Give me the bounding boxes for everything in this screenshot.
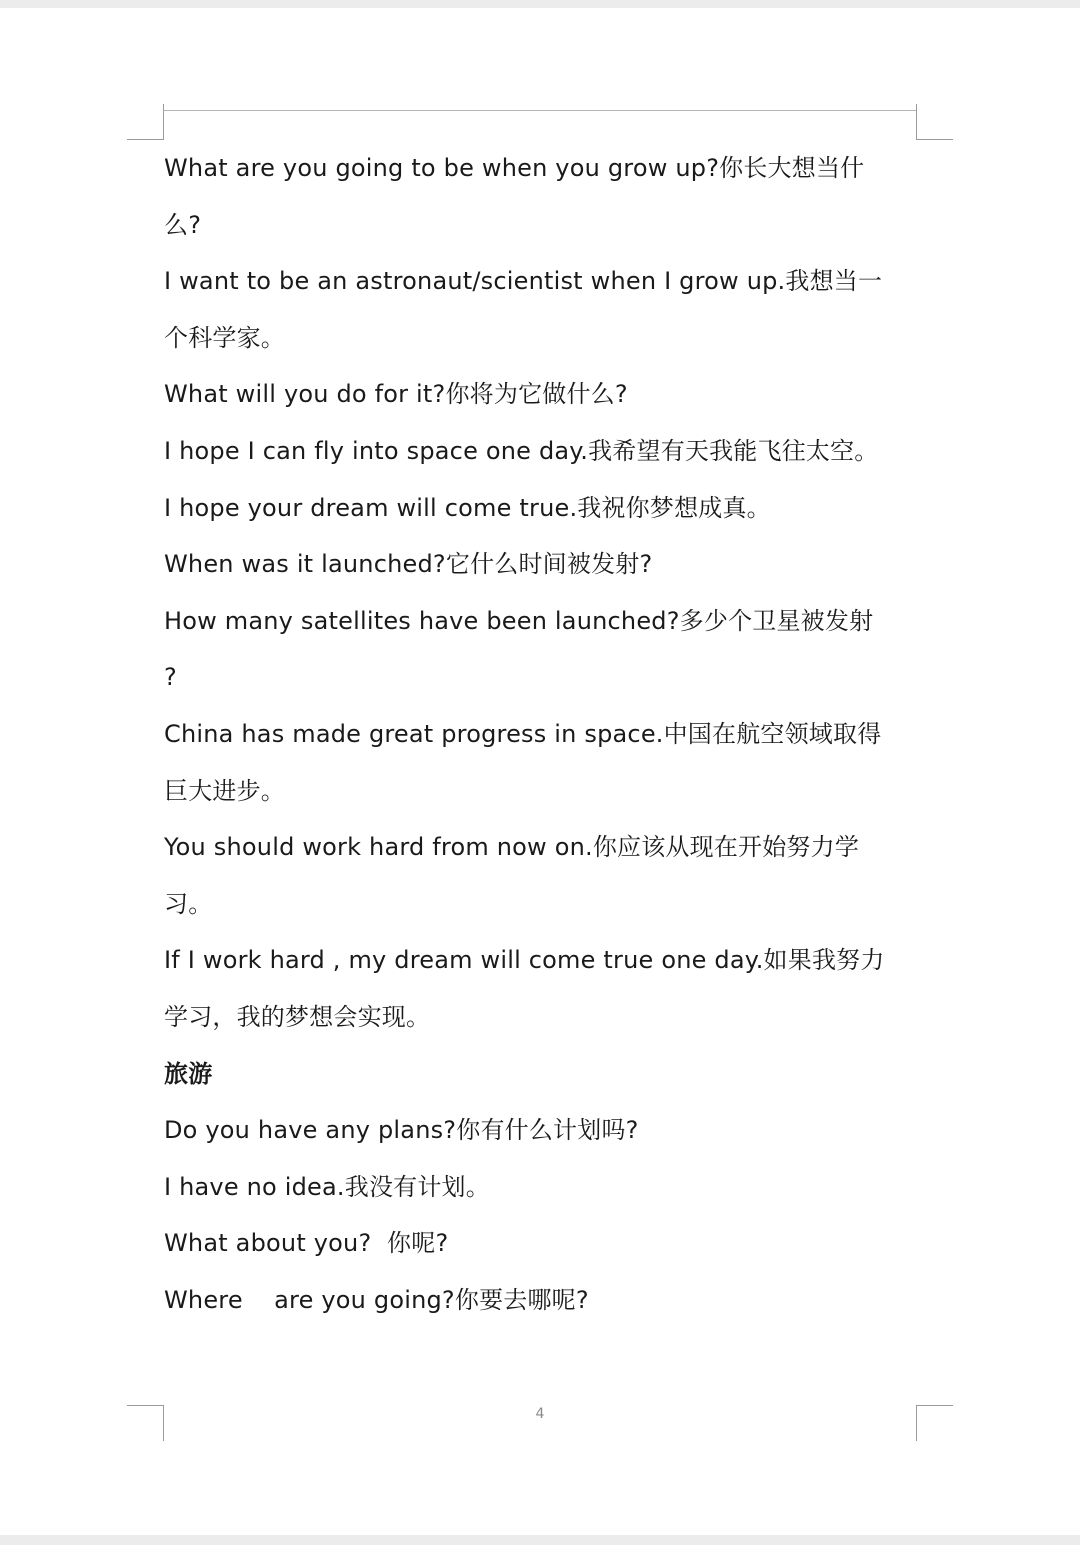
text-line: How many satellites have been launched?多少个卫星被发射	[164, 606, 874, 635]
text-line: You should work hard from now on.你应该从现在开始努力学	[164, 833, 860, 862]
text-line: Where are you going?你要去哪呢?	[164, 1285, 589, 1314]
text-line: I hope your dream will come true.我祝你梦想成真。	[164, 493, 771, 522]
page-bottom-edge	[0, 1535, 1080, 1545]
text-line: I want to be an astronaut/scientist when I grow up.我想当一	[164, 267, 883, 296]
text-line: ?	[164, 663, 177, 692]
page-number: 4	[535, 1406, 545, 1422]
text-line: What will you do for it?你将为它做什么?	[164, 380, 628, 409]
text-line: What are you going to be when you grow up?你长大想当什	[164, 154, 865, 182]
text-line: China has made great progress in space.中国在航空领域取得	[164, 719, 882, 748]
text-line: 学习，我的梦想会实现。	[164, 1002, 431, 1031]
text-line: When was it launched?它什么时间被发射?	[164, 550, 653, 579]
text-line: Do you have any plans?你有什么计划吗?	[164, 1116, 639, 1145]
text-line: If I work hard , my dream will come true one day.如果我努力	[164, 946, 885, 975]
text-line: I hope I can fly into space one day.我希望有天我能飞往太空。	[164, 436, 879, 465]
text-line: What about you? 你呢?	[164, 1229, 449, 1258]
text-line: I have no idea.我没有计划。	[164, 1172, 490, 1201]
text-line: 习。	[164, 889, 213, 918]
text-line: 巨大进步。	[164, 776, 285, 805]
header-rule	[163, 110, 917, 111]
text-line: 个科学家。	[164, 323, 285, 352]
text-line: 么?	[164, 210, 202, 239]
section-heading: 旅游	[164, 1059, 213, 1088]
page-top-edge	[0, 0, 1080, 8]
document-body	[164, 140, 924, 1328]
